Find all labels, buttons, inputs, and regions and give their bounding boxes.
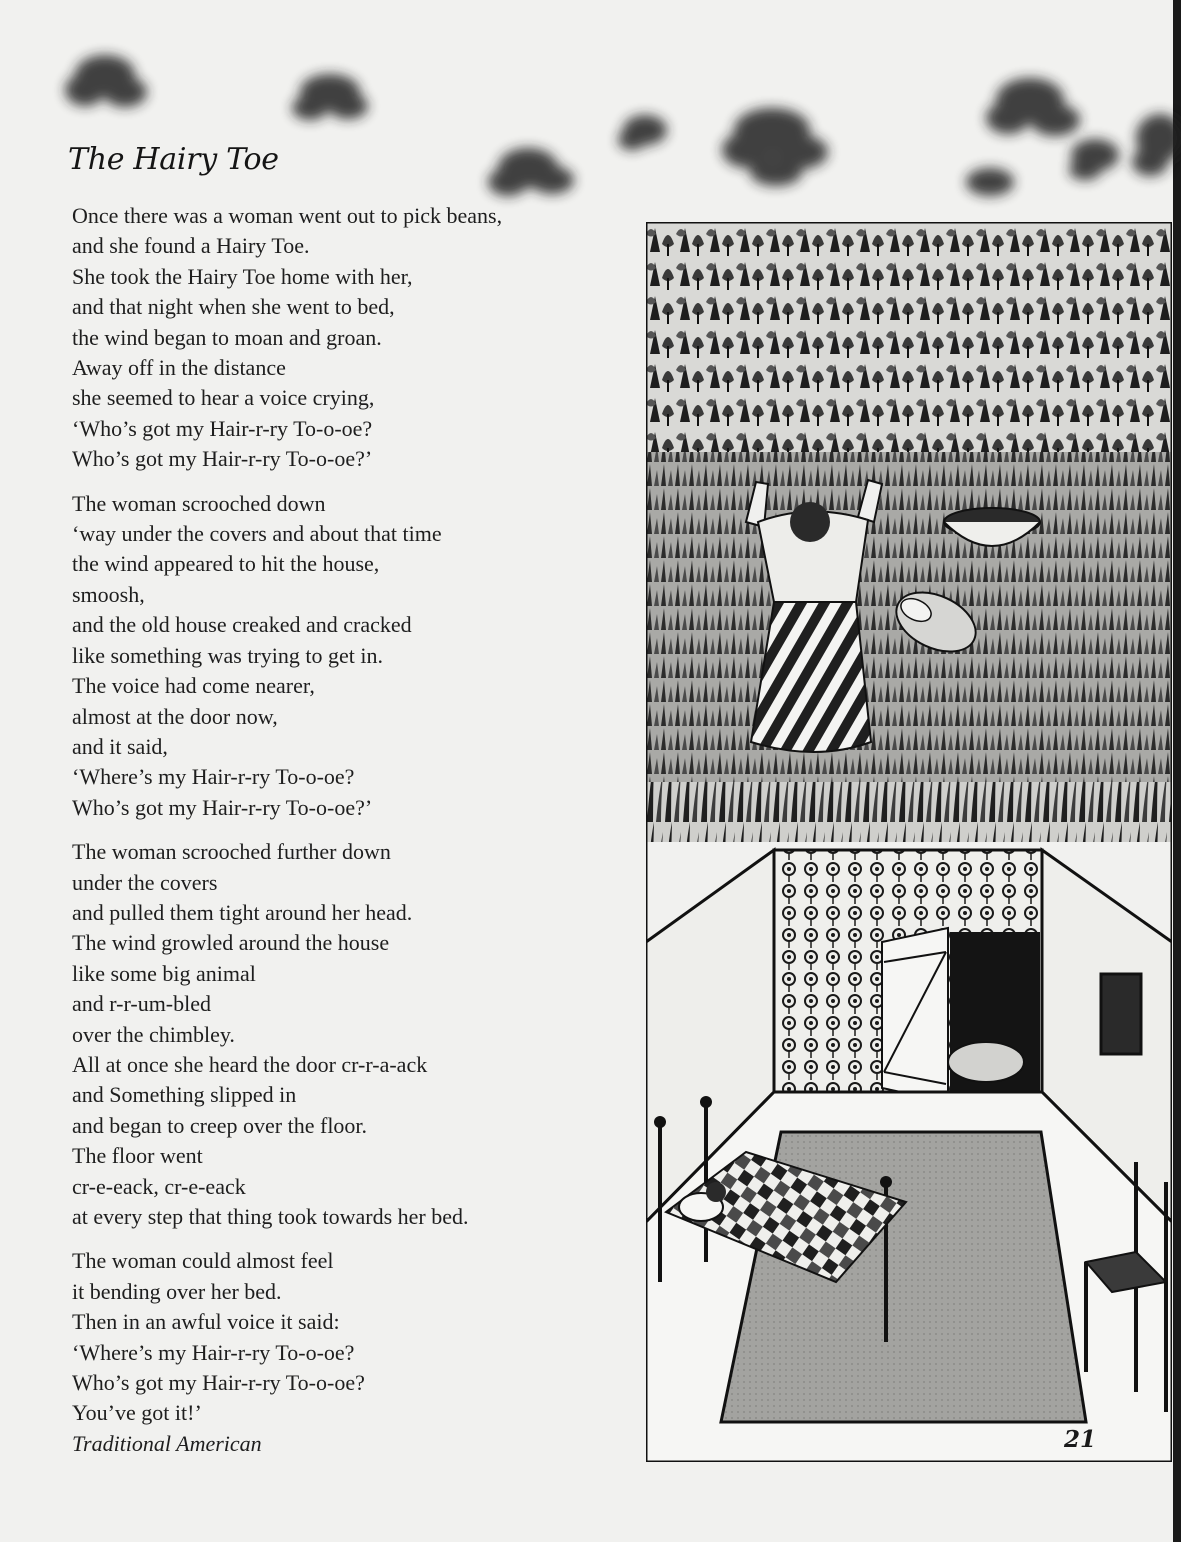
poem-line: almost at the door now,	[72, 703, 278, 729]
poem-line: and that night when she went to bed,	[72, 294, 395, 320]
poem-line: ‘way under the covers and about that time	[72, 521, 442, 547]
cloud-icon	[65, 55, 147, 107]
stanza	[72, 837, 632, 1232]
poem-line: ‘Who’s got my Hair-r-ry To-o-oe?	[72, 415, 373, 441]
poem-line: The voice had come nearer,	[72, 673, 315, 699]
poem-line: it bending over her bed.	[72, 1278, 282, 1304]
poem-line: You’ve got it!’	[72, 1400, 202, 1426]
poem-line: and Something slipped in	[72, 1082, 297, 1108]
cloud-icon	[966, 168, 1014, 196]
stanza	[72, 489, 632, 823]
poem-line: and she found a Hairy Toe.	[72, 233, 310, 259]
poem-body	[72, 201, 632, 1473]
poem-line: cr-e-eack, cr-e-eack	[72, 1173, 246, 1199]
poem-line: under the covers	[72, 869, 218, 895]
cloud-icon	[292, 74, 368, 120]
poem-illustration	[646, 222, 1172, 1462]
poem-line: like some big animal	[72, 960, 256, 986]
wall-picture	[1101, 974, 1141, 1054]
cloud-icon	[488, 148, 574, 196]
cloud-icon	[986, 78, 1080, 136]
cloud-icon	[618, 115, 667, 150]
poem-line: The woman scrooched further down	[72, 839, 391, 865]
poem-title: The Hairy Toe	[68, 142, 279, 177]
cloud-icon	[722, 108, 828, 186]
page-number: 21	[1064, 1426, 1097, 1453]
poem-line: at every step that thing took towards her bed.	[72, 1204, 469, 1229]
poem-line: over the chimbley.	[72, 1021, 235, 1047]
cloud-icon	[1132, 114, 1181, 176]
poem-line: smoosh,	[72, 581, 145, 607]
poem-line: The woman could almost feel	[72, 1248, 334, 1274]
poem-line: the wind appeared to hit the house,	[72, 551, 380, 577]
poem-line: and it said,	[72, 733, 168, 759]
poem-line: The wind growled around the house	[72, 930, 390, 956]
poem-line: she seemed to hear a voice crying,	[72, 385, 375, 411]
poem-line: like something was trying to get in.	[72, 642, 384, 668]
poem-line: Who’s got my Hair-r-ry To-o-oe?’	[72, 446, 373, 472]
poem-line: ‘Where’s my Hair-r-ry To-o-oe?	[72, 1339, 355, 1365]
poem-line: the wind began to moan and groan.	[72, 324, 382, 350]
poem-line: Then in an awful voice it said:	[72, 1309, 340, 1335]
poem-line: She took the Hairy Toe home with her,	[72, 263, 413, 289]
poem-line: The floor went	[72, 1143, 203, 1169]
poem-line: Away off in the distance	[72, 355, 286, 381]
poem-attribution: Traditional American	[72, 1430, 262, 1456]
poem-line: ‘Where’s my Hair-r-ry To-o-oe?	[72, 764, 355, 790]
poem-line: and began to creep over the floor.	[72, 1112, 368, 1138]
poem-line: Who’s got my Hair-r-ry To-o-oe?	[72, 1370, 365, 1396]
poem-line: and pulled them tight around her head.	[72, 899, 413, 925]
poem-line: Who’s got my Hair-r-ry To-o-oe?’	[72, 794, 373, 820]
clouds-illustration	[0, 0, 1181, 230]
cloud-icon	[1069, 139, 1119, 180]
poem-line: Once there was a woman went out to pick beans,	[72, 203, 503, 228]
bedroom-scene	[646, 842, 1172, 1462]
poem-line: and the old house creaked and cracked	[72, 612, 412, 638]
page-edge	[1173, 0, 1181, 1542]
stanza	[72, 201, 632, 475]
stanza	[72, 1246, 632, 1459]
poem-line: The woman scrooched down	[72, 490, 326, 516]
poem-line: and r-r-um-bled	[72, 991, 212, 1017]
poem-line: All at once she heard the door cr-r-a-ack	[72, 1051, 428, 1077]
